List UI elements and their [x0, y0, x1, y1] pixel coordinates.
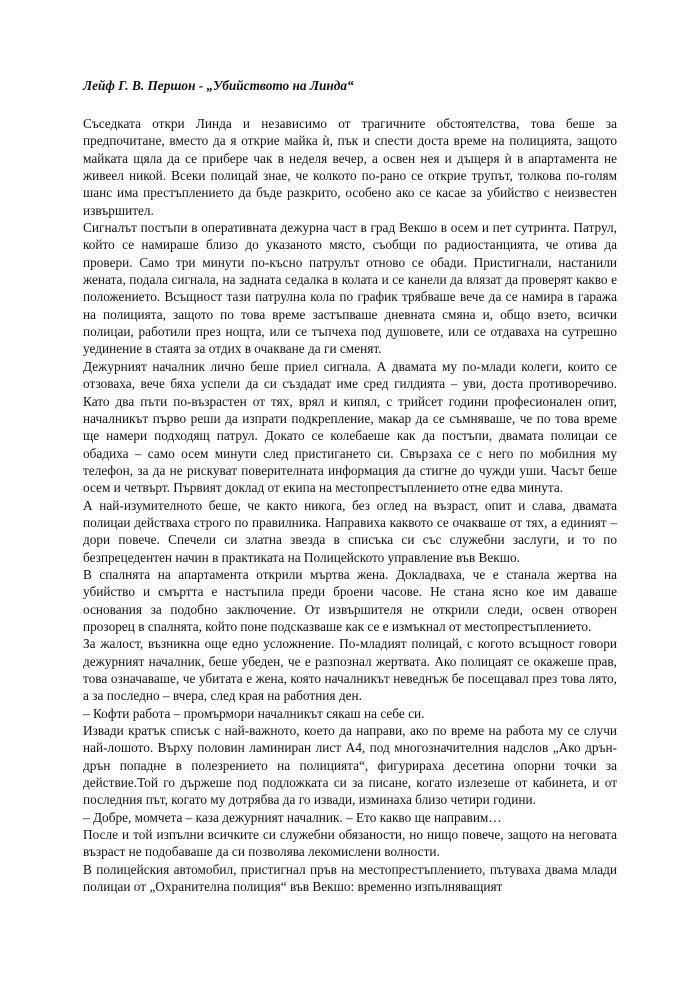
paragraph: А най-изумителното беше, че както никога, без оглед на възраст, опит и слава, двамата полицаи действаха строго по правилника. Направиха каквото се очакваше от тях, а единият – дори повече. Спечели си златна звезда в списъка си със служебни заслуги, и то по безпрецедентен начин в практиката на Полицейското управление във Векшо. — [83, 497, 617, 565]
paragraph: За жалост, възникна още едно усложнение. По-младият полицай, с когото всъщност говори дежурният началник, беше убеден, че е разпознал жертвата. Ако полицаят се окажеше прав, това означаваше, че убитата е жена, която началникът неведнъж бе посещавал през това лято, а за последно – вчера, след края на работния ден. — [83, 636, 617, 704]
document-body — [83, 115, 617, 895]
paragraph: Сигналът постъпи в оперативната дежурна част в град Векшо в осем и пет сутринта. Патрул, който се намираше близо до указаното място, съобщи по радиостанцията, че отива да провери. Само три минути по-късно патрулът отново се обади. Пристигнали, настанили жената, подала сигнала, на задната седалка в колата и се канели да влязат да проверят какво е положението. Всъщност тази патрулна кола по график трябваше вече да се намира в гаража на полицията, защото по това време застъпваше дневната смяна и, общо взето, всички полицаи, работили през нощта, или се тъпчеха под душовете, или се отдаваха на сутрешно уединение в стаята за отдих в очакване да ги сменят. — [83, 220, 617, 357]
paragraph: – Кофти работа – промърмори началникът сякаш на себе си. — [83, 705, 425, 721]
paragraph: Извади кратък списък с най-важното, което да направи, ако по време на работа му се случи най-лошото. Върху половин ламиниран лист А4, под многозначителния надслов „Ако дрън-дрън попадне в полезрението на полицията“, фигурираха десетина опорни точки за действие.Той го държеше под подложката си за писане, когато излезеше от кабинета, и от последния път, когато му дотрябва да го извади, изминаха близо четири години. — [83, 723, 617, 808]
paragraph: После и той изпълни всичките си служебни обязаности, но нищо повече, защото на неговата възраст не подобаваше да си позволява лекомислени волности. — [83, 827, 617, 860]
paragraph: В полицейския автомобил, пристигнал пръв на местопрестъплението, пътуваха двама млади полицаи от „Охранителна полиция“ във Векшо: временно изпълняващият — [83, 861, 617, 895]
paragraph: – Добре, момчета – каза дежурният началник. – Ето какво ще направим… — [83, 809, 502, 825]
paragraph: В спалнята на апартамента открили мъртва жена. Докладваха, че е станала жертва на убийство и смъртта е настъпила преди броени часове. Не стана ясно кое им даваше основания за подобно заключение. От извършителя не открили следи, освен отворен прозорец в спалнята, който поне подсказваше как се е измъкнал от местопрестъплението. — [83, 566, 617, 634]
document-title: Лейф Г. В. Першон - „Убийството на Линда“ — [83, 78, 354, 93]
paragraph: Съседката откри Линда и независимо от трагичните обстоятелства, това беше за предпочитане, вместо да я открие майка ѝ, пък и спести доста време на полицията, защото майката щяла да се прибере чак в неделя вечер, а освен нея и дъщеря ѝ в апартамента не живеел никой. Всеки полицай знае, че колкото по-рано се открие трупът, толкова по-голям шанс има престъплението да бъде разкрито, особено ако се касае за убийство с неизвестен извършител. — [83, 116, 617, 218]
paragraph: Дежурният началник лично беше приел сигнала. А двамата му по-млади колеги, които се отзоваха, вече бяха успели да си създадат име сред гилдията – уви, доста противоречиво. Като два пъти по-възрастен от тях, врял и кипял, с трийсет години професионален опит, началникът първо реши да изпрати подкрепление, макар да се съмняваше, че по това време ще намери подходящ патрул. Докато се колебаеше как да постъпи, двамата полицаи се обадиха – само осем минути след пристигането си. Свързаха се с него по мобилния му телефон, за да не рискуват поверителната информация да стигне до чужди уши. Часът беше осем и четвърт. Първият доклад от екипа на местопрестъплението отне едва минута. — [83, 358, 617, 496]
